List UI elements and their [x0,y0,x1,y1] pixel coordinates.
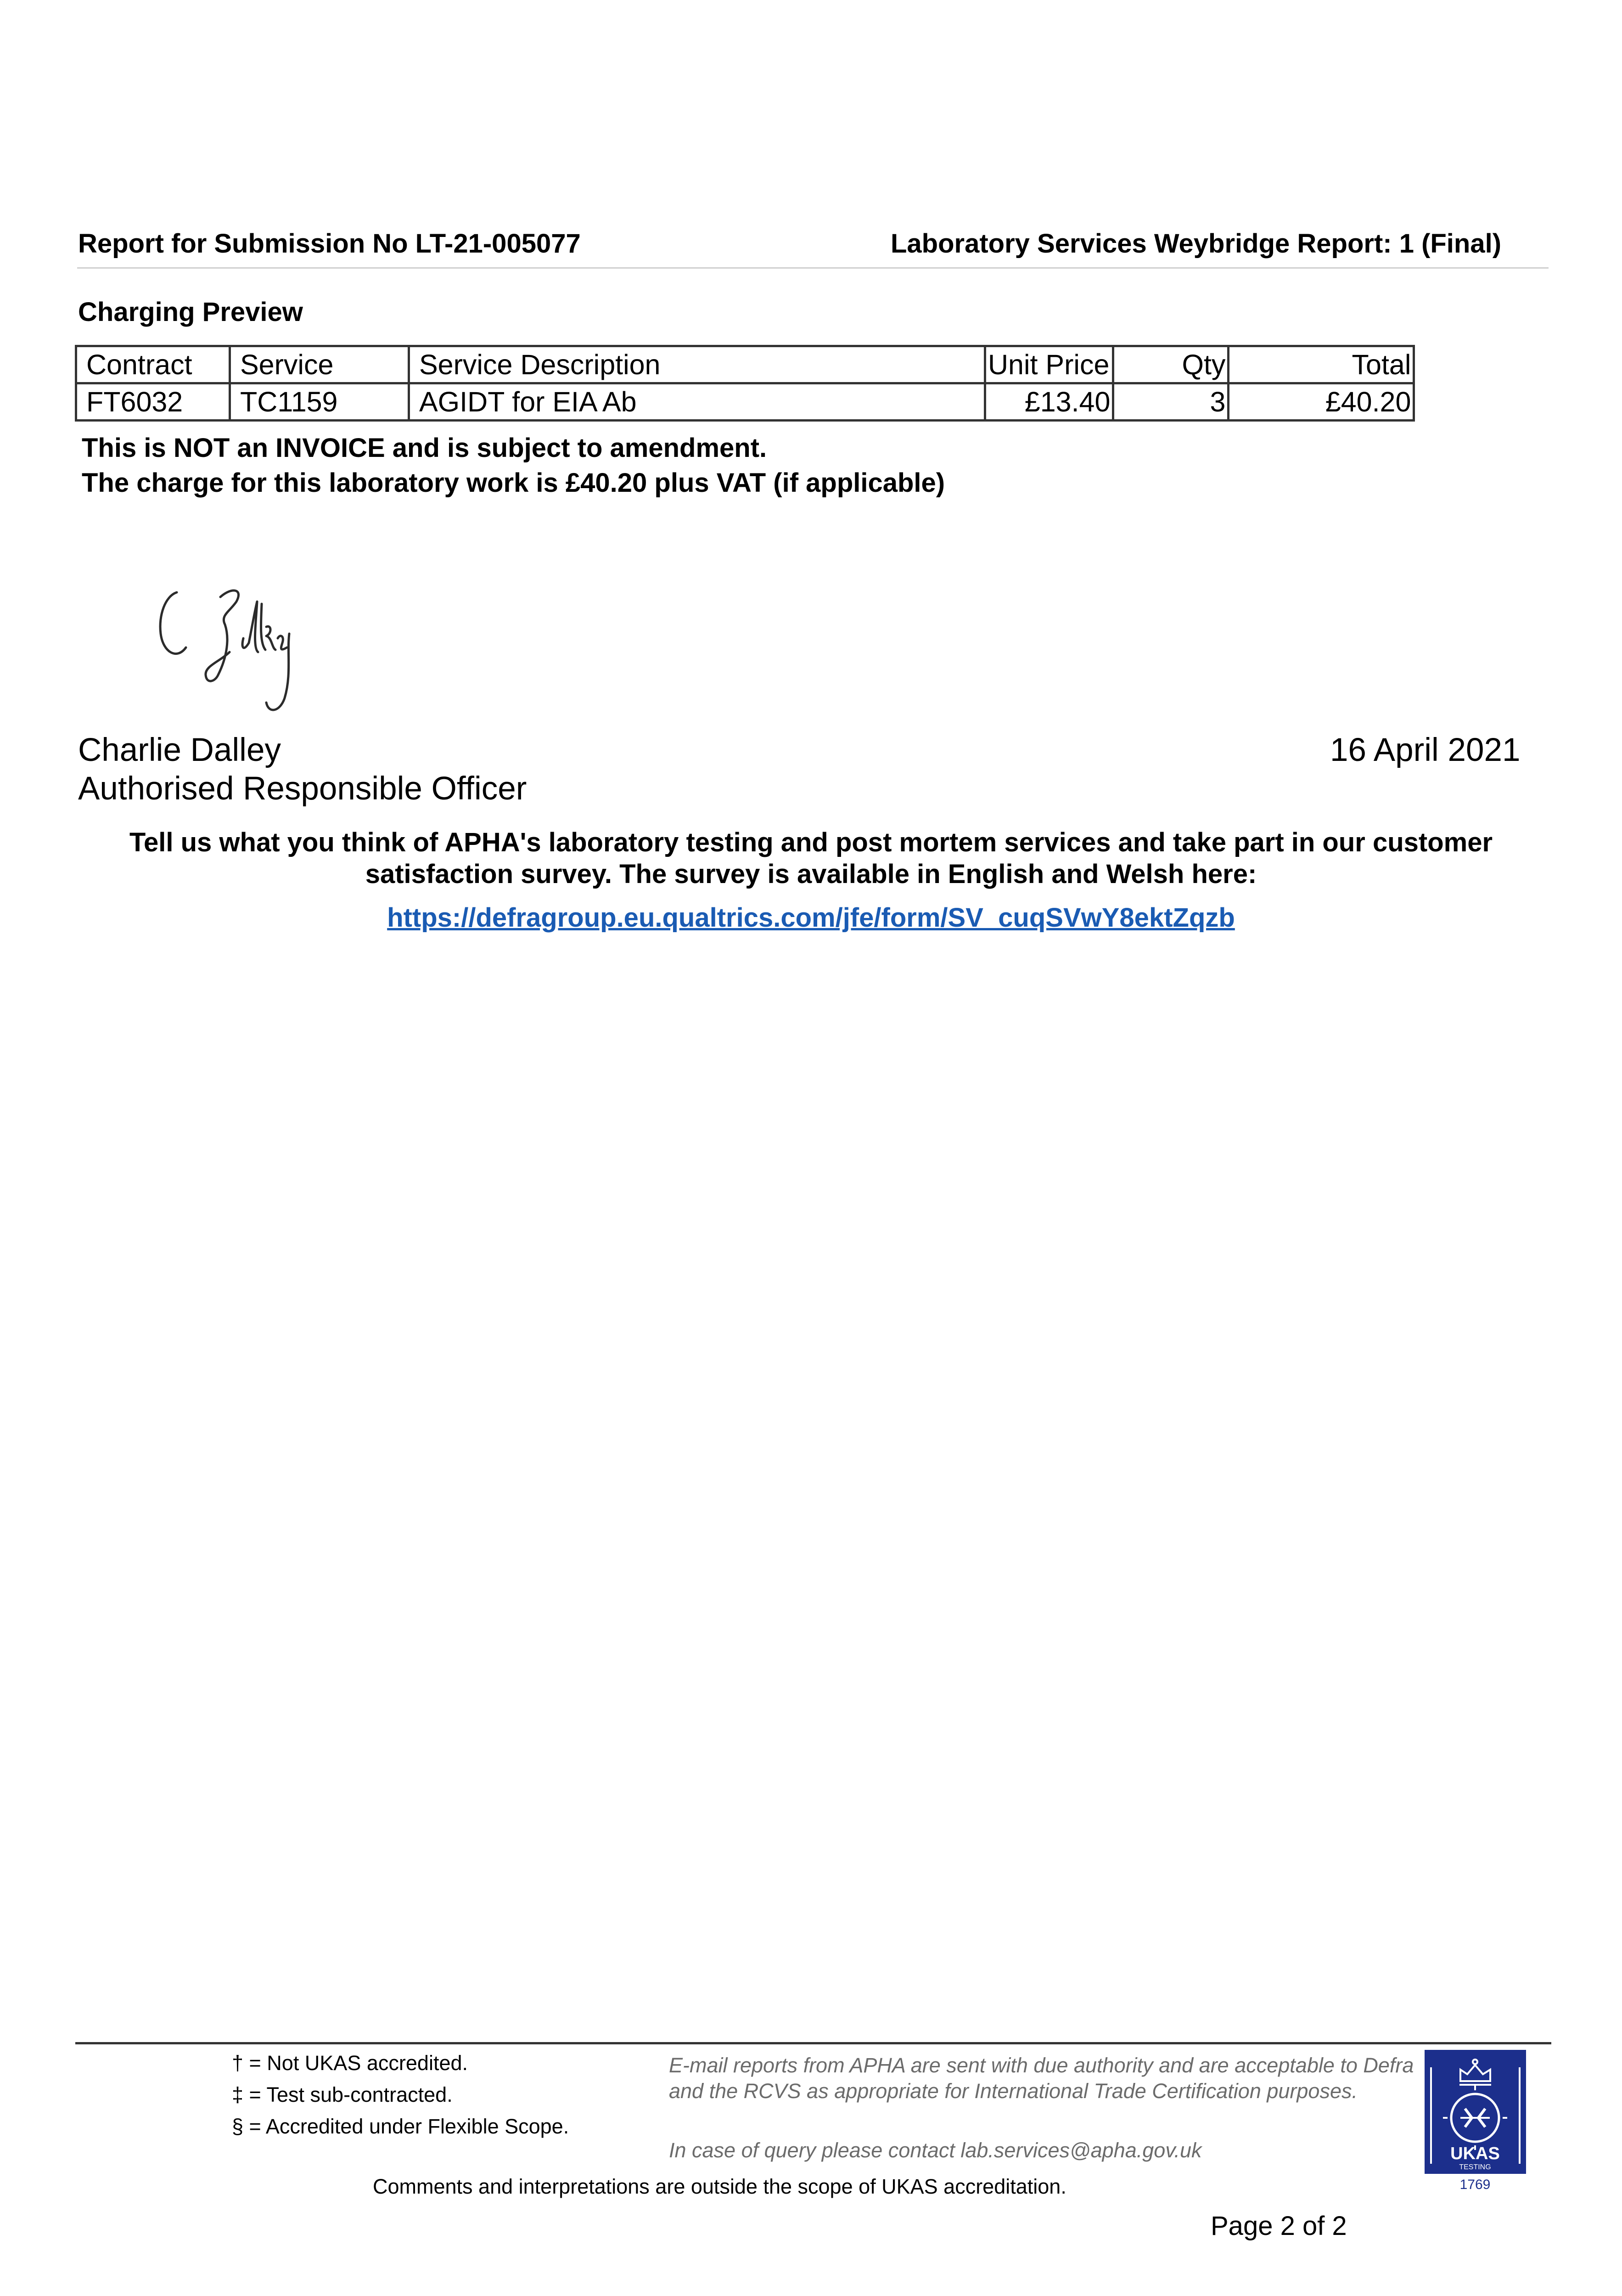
ukas-testing-icon [1424,2049,1527,2196]
accreditation-legend [232,2047,569,2142]
ukas-scope-note: Comments and interpretations are outside the scope of UKAS accreditation. [373,2175,1066,2198]
cell-description: AGIDT for EIA Ab [409,383,985,421]
ukas-number: 1769 [1459,2177,1491,2192]
cell-qty: 3 [1113,383,1229,421]
ukas-label: UKAS [1450,2144,1500,2163]
cell-total: £40.20 [1229,383,1414,421]
query-contact: In case of query please contact lab.services@apha.gov.uk [669,2138,1202,2162]
page-number: Page 2 of 2 [1211,2211,1347,2241]
col-header-unit-price: Unit Price [985,346,1113,383]
table-row [76,383,1414,421]
survey-invitation: Tell us what you think of APHA's laboratory testing and post mortem services and take part in our customer satisfaction survey. The survey is available in English and Welsh here: [129,827,1493,889]
legend-not-accredited: † = Not UKAS accredited. [232,2051,468,2075]
not-invoice-note: This is NOT an INVOICE and is subject to amendment. [82,433,767,463]
survey-link[interactable]: https://defragroup.eu.qualtrics.com/jfe/form/SV_cuqSVwY8ektZqzb [387,903,1235,933]
cell-unit-price: £13.40 [985,383,1113,421]
legend-flexible-scope: § = Accredited under Flexible Scope. [232,2115,569,2138]
col-header-total: Total [1229,346,1414,383]
legend-sub-contracted: ‡ = Test sub-contracted. [232,2083,453,2106]
cell-service: TC1159 [230,383,409,421]
signatory-role: Authorised Responsible Officer [78,771,527,807]
signature-date: 16 April 2021 [1330,732,1521,768]
charging-table [75,345,1415,422]
footer-divider [75,2042,1551,2044]
email-disclaimer: E-mail reports from APHA are sent with due authority and are acceptable to Defra and the RCVS as appropriate for International Trade Certification purposes. [669,2054,1414,2103]
col-header-service: Service [230,346,409,383]
table-header-row [76,346,1414,383]
charge-summary-note: The charge for this laboratory work is £40.20 plus VAT (if applicable) [82,468,945,498]
col-header-description: Service Description [409,346,985,383]
charging-preview-title: Charging Preview [78,297,303,327]
col-header-qty: Qty [1113,346,1229,383]
header-divider [77,267,1549,269]
submission-number: Report for Submission No LT-21-005077 [78,229,581,259]
signatory-name: Charlie Dalley [78,732,281,768]
lab-report-title: Laboratory Services Weybridge Report: 1 (Final) [891,229,1502,259]
handwritten-signature [152,583,317,721]
col-header-contract: Contract [76,346,230,383]
ukas-sublabel: TESTING [1459,2163,1491,2171]
cell-contract: FT6032 [76,383,230,421]
